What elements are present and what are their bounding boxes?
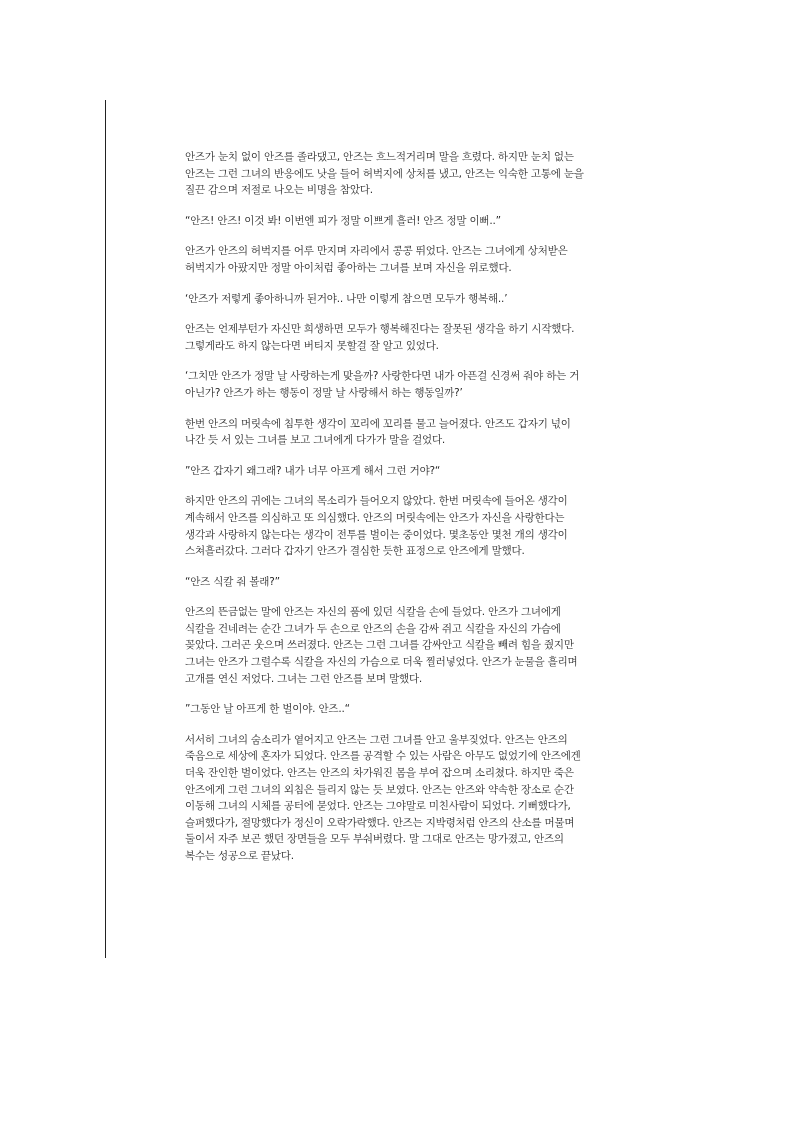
text-line: 식칼을 건네려는 순간 그녀가 두 손으로 안즈의 손을 감싸 쥐고 식칼을 자신의 가슴에 — [185, 622, 561, 635]
text-line: ”그동안 날 아프게 한 벌이야. 안즈..“ — [185, 703, 350, 716]
paragraph — [185, 416, 685, 449]
paragraph — [185, 493, 685, 559]
text-line: 그렇게라도 하지 않는다면 버티지 못할걸 잘 알고 있었다. — [185, 339, 439, 352]
document-body — [185, 149, 685, 879]
text-line: 나간 듯 서 있는 그녀를 보고 그녀에게 다가가 말을 걸었다. — [185, 434, 446, 447]
text-line: ‘그치만 안즈가 정말 날 사랑하는게 맞을까? 사랑한다면 내가 아픈걸 신경써 줘야 하는 거 — [185, 370, 580, 383]
text-line: 서서히 그녀의 숨소리가 옅어지고 안즈는 그런 그녀를 안고 울부짖었다. 안즈는 안즈의 — [185, 733, 568, 746]
text-line: 고개를 연신 저었다. 그녀는 그런 안즈를 보며 말했다. — [185, 672, 423, 685]
paragraph — [185, 149, 685, 199]
text-line: 스쳐흘러갔다. 그러다 갑자기 안즈가 결심한 듯한 표정으로 안즈에게 말했다. — [185, 545, 525, 558]
dialogue-paragraph — [185, 701, 685, 718]
text-line: 안즈가 안즈의 허벅지를 어루 만지며 자리에서 콩콩 뛰었다. 안즈는 그녀에게 상처받은 — [185, 245, 568, 258]
text-line: “안즈 식칼 줘 볼래?” — [185, 575, 280, 588]
text-line: 그녀는 안즈가 그럴수록 식칼을 자신의 가슴으로 더욱 찔러넣었다. 안즈가 눈물을 흘리며 — [185, 656, 578, 669]
paragraph — [185, 321, 685, 354]
text-line: 슬퍼했다가, 절망했다가 정신이 오락가락했다. 안즈는 지박령처럼 안즈의 산소를 머물며 — [185, 816, 575, 829]
dialogue-paragraph — [185, 213, 685, 230]
text-line: 안즈의 뜬금없는 말에 안즈는 자신의 품에 있던 식칼을 손에 들었다. 안즈가 그녀에게 — [185, 606, 561, 619]
paragraph — [185, 604, 685, 687]
text-line: 복수는 성공으로 끝났다. — [185, 850, 294, 862]
text-line: 안즈가 눈치 없이 안즈를 졸라댔고, 안즈는 흐느적거리며 말을 흐렸다. 하지만 눈치 없는 — [185, 151, 574, 163]
text-line: 생각과 사랑하지 않는다는 생각이 전투를 벌이는 중이었다. 몇초동안 몇천 개의 생각이 — [185, 528, 568, 541]
text-line: 이동해 그녀의 시체를 공터에 묻었다. 안즈는 그야말로 미친사람이 되었다. 기뻐했다가, — [185, 800, 571, 813]
text-line: 안즈는 언제부턴가 자신만 희생하면 모두가 행복해진다는 잘못된 생각을 하기 시작했다. — [185, 323, 575, 336]
thought-paragraph — [185, 291, 685, 308]
text-line: 둘이서 자주 보곤 했던 장면들을 모두 부숴버렸다. 말 그대로 안즈는 망가졌고, 안즈의 — [185, 833, 564, 846]
paragraph — [185, 243, 685, 276]
thought-paragraph — [185, 368, 685, 401]
text-line: 꽂았다. 그러곤 웃으며 쓰러졌다. 안즈는 그런 그녀를 감싸안고 식칼을 빼려 힘을 줬지만 — [185, 639, 574, 652]
text-line: 허벅지가 아팠지만 정말 아이처럼 좋아하는 그녀를 보며 자신을 위로했다. — [185, 261, 512, 274]
paragraph — [185, 732, 685, 865]
text-line: 아닌가? 안즈가 하는 행동이 정말 날 사랑해서 하는 행동일까?’ — [185, 386, 463, 399]
text-line: 질끈 감으며 저절로 나오는 비명을 참았다. — [185, 184, 373, 197]
left-margin-rule — [105, 100, 106, 958]
dialogue-paragraph — [185, 574, 685, 591]
text-line: ”안즈 갑자기 왜그래? 내가 너무 아프게 해서 그런 거야?“ — [185, 464, 441, 477]
text-line: 죽음으로 세상에 혼자가 되었다. 안즈를 공격할 수 있는 사람은 아무도 없었기에 안즈에겐 — [185, 750, 581, 763]
text-line: 더욱 잔인한 벌이었다. 안즈는 안즈의 차가워진 몸을 부여 잡으며 소리쳤다. 하지만 죽은 — [185, 767, 574, 780]
dialogue-paragraph — [185, 463, 685, 480]
text-line: 계속해서 안즈를 의심하고 또 의심했다. 안즈의 머릿속에는 안즈가 자신을 사랑한다는 — [185, 511, 565, 524]
text-line: 안즈는 그런 그녀의 반응에도 낫을 들어 허벅지에 상처를 냈고, 안즈는 익숙한 고통에 눈을 — [185, 167, 584, 180]
text-line: ‘안즈가 저렇게 좋아하니까 된거야.. 나만 이렇게 참으면 모두가 행복해..’ — [185, 292, 508, 305]
text-line: 하지만 안즈의 귀에는 그녀의 목소리가 들어오지 않았다. 한번 머릿속에 들어온 생각이 — [185, 495, 568, 508]
text-line: 안즈에게 그런 그녀의 외침은 들리지 않는 듯 보였다. 안즈는 안즈와 약속한 장소로 순간 — [185, 783, 574, 796]
text-line: “안즈! 안즈! 이것 봐! 이번엔 피가 정말 이쁘게 흘러! 안즈 정말 이뻐..” — [185, 214, 501, 227]
text-line: 한번 안즈의 머릿속에 침투한 생각이 꼬리에 꼬리를 물고 늘어졌다. 안즈도 갑자기 넋이 — [185, 417, 571, 430]
